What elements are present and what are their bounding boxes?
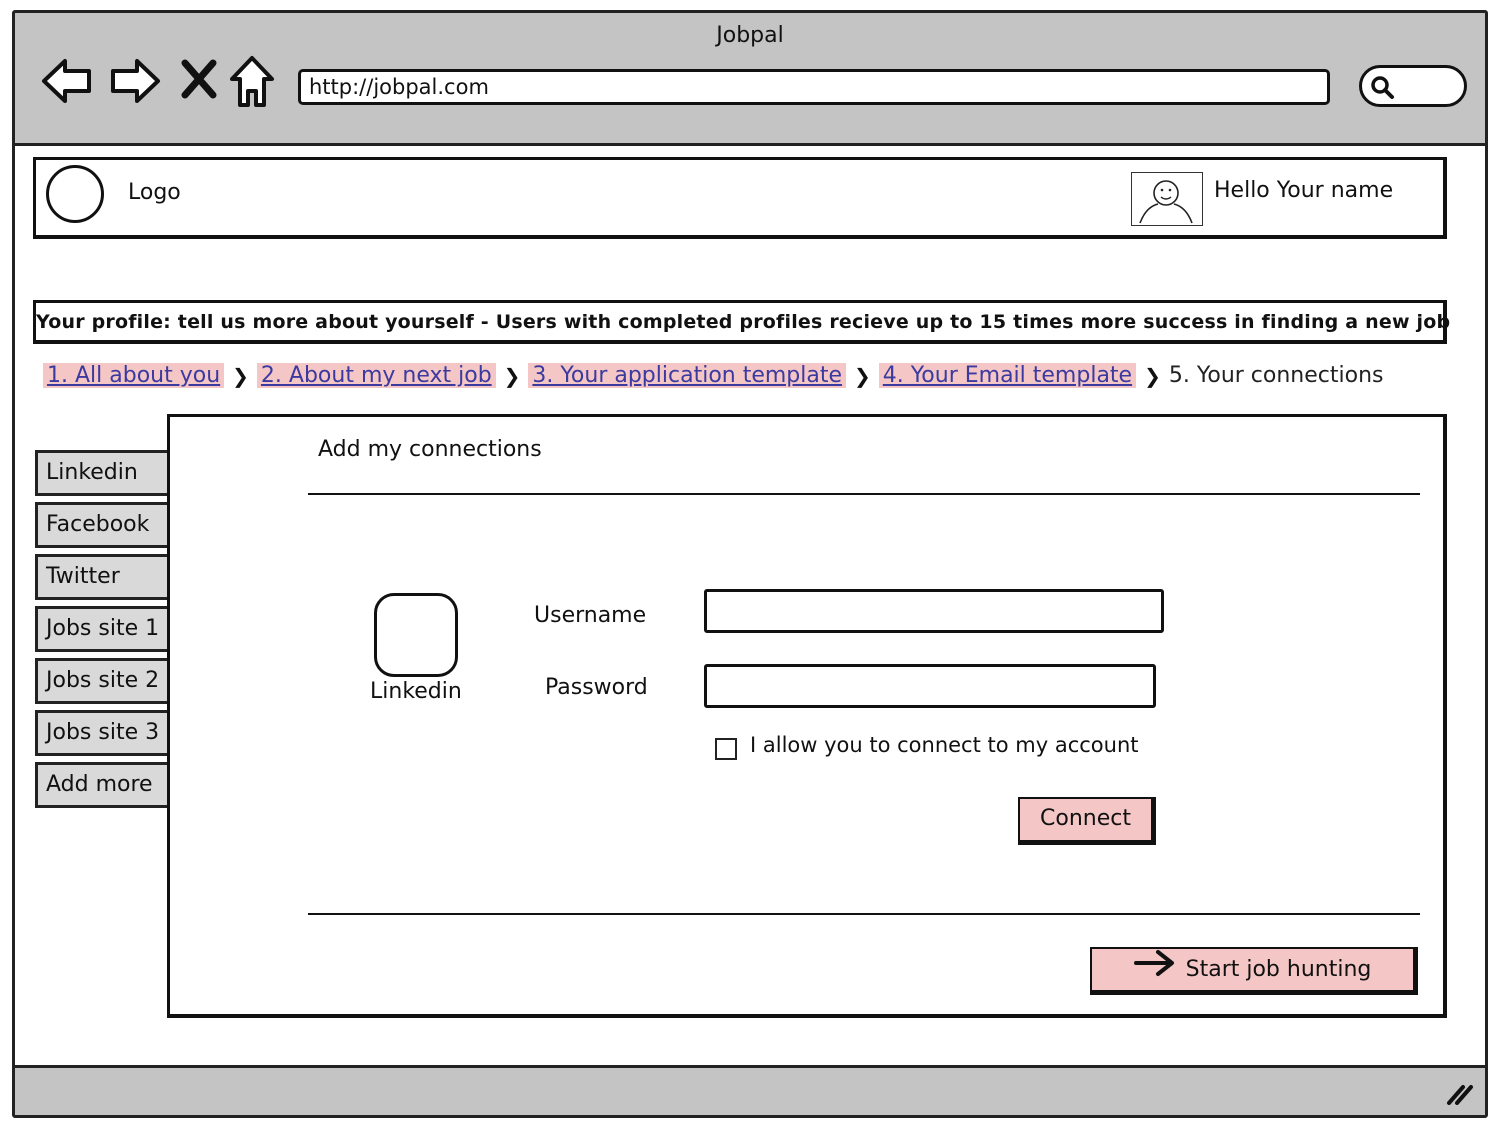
step-about-next-job[interactable]: 2. About my next job <box>257 363 496 388</box>
step-email-template[interactable]: 4. Your Email template <box>879 363 1136 388</box>
arrow-right-icon <box>1134 948 1176 992</box>
logo[interactable] <box>46 165 104 223</box>
tab-jobs-site-1[interactable]: Jobs site 1 <box>35 606 171 652</box>
connections-panel <box>167 414 1447 1018</box>
step-all-about-you[interactable]: 1. All about you <box>43 363 224 388</box>
tab-jobs-site-3[interactable]: Jobs site 3 <box>35 710 171 756</box>
magnifier-icon <box>1370 75 1396 101</box>
panel-title: Add my connections <box>318 437 542 462</box>
user-greeting: Hello Your name <box>1214 178 1394 203</box>
profile-banner: Your profile: tell us more about yourself - Users with completed profiles recieve up to 15 times more success in finding a new job <box>33 300 1447 344</box>
username-label: Username <box>534 603 647 628</box>
username-input[interactable] <box>704 589 1164 633</box>
browser-titlebar <box>15 13 1485 146</box>
chevron-right-icon: ❯ <box>1144 363 1161 388</box>
tab-twitter[interactable]: Twitter <box>35 554 171 600</box>
status-bar <box>15 1065 1485 1115</box>
forward-arrow-icon[interactable] <box>109 55 161 111</box>
step-application-template[interactable]: 3. Your application template <box>528 363 846 388</box>
tab-linkedin[interactable]: Linkedin <box>35 450 171 496</box>
close-x-icon[interactable] <box>181 59 217 103</box>
chevron-right-icon: ❯ <box>854 363 871 388</box>
site-header <box>33 157 1447 239</box>
url-bar[interactable]: http://jobpal.com <box>298 69 1330 105</box>
breadcrumb <box>43 363 1383 388</box>
password-input[interactable] <box>704 664 1156 708</box>
service-label: Linkedin <box>370 679 462 704</box>
allow-checkbox[interactable] <box>715 738 737 760</box>
start-job-hunting-label: Start job hunting <box>1185 956 1372 982</box>
resize-grip-icon[interactable] <box>1445 1081 1475 1109</box>
password-label: Password <box>545 675 648 700</box>
linkedin-icon <box>374 593 458 677</box>
connect-button[interactable]: Connect <box>1018 797 1156 845</box>
tab-add-more[interactable]: Add more <box>35 762 171 808</box>
search-box[interactable] <box>1359 65 1467 107</box>
chevron-right-icon: ❯ <box>232 363 249 388</box>
tab-jobs-site-2[interactable]: Jobs site 2 <box>35 658 171 704</box>
allow-checkbox-label: I allow you to connect to my account <box>750 733 1139 757</box>
home-icon[interactable] <box>229 55 275 113</box>
start-job-hunting-button[interactable] <box>1090 947 1418 995</box>
tab-facebook[interactable]: Facebook <box>35 502 171 548</box>
step-your-connections: 5. Your connections <box>1168 363 1384 388</box>
chevron-right-icon: ❯ <box>503 363 521 388</box>
logo-label: Logo <box>128 180 181 205</box>
divider <box>308 913 1420 915</box>
back-arrow-icon[interactable] <box>41 55 93 111</box>
divider <box>308 493 1420 495</box>
window-title: Jobpal <box>716 23 784 48</box>
user-avatar-icon[interactable] <box>1131 172 1203 226</box>
browser-window <box>12 10 1488 1118</box>
